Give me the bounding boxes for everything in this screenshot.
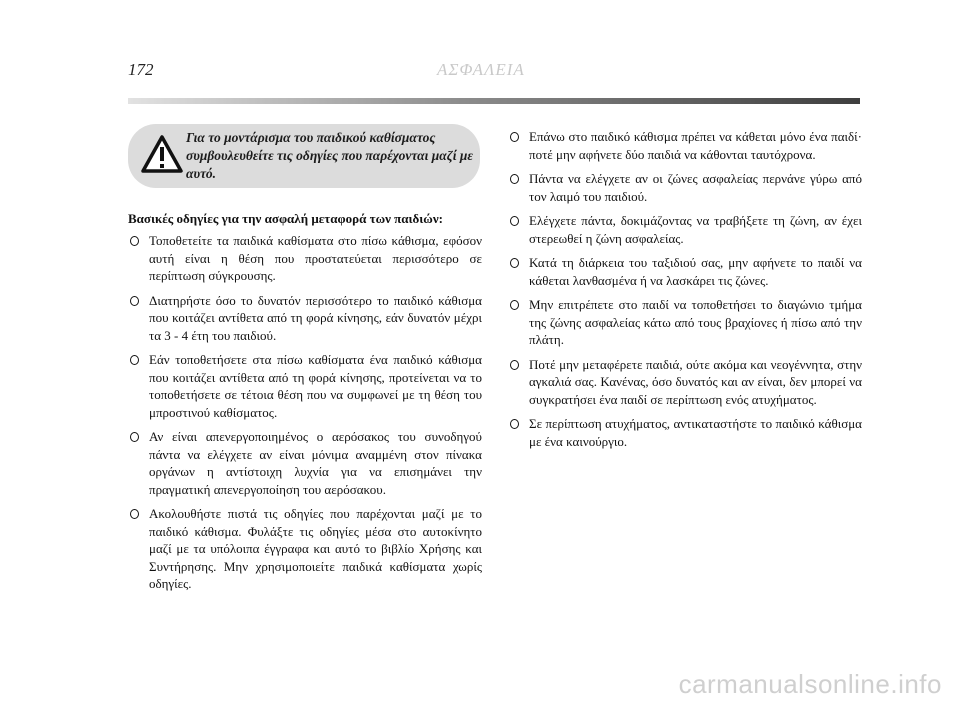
- bullet-icon: [130, 236, 139, 246]
- list-item: [128, 232, 482, 285]
- left-column: [128, 210, 482, 600]
- right-column: [508, 128, 862, 457]
- list-item-text: Πάντα να ελέγχετε αν οι ζώνες ασφαλείας περνάνε γύρω από τον λαιμό του παιδιού.: [529, 171, 862, 204]
- warning-box: [128, 124, 480, 188]
- bullet-icon: [130, 432, 139, 442]
- bullet-icon: [510, 174, 519, 184]
- list-item: [508, 170, 862, 205]
- list-item-text: Ποτέ μην μεταφέρετε παιδιά, ούτε ακόμα και νεογέννητα, στην αγκαλιά σας. Κανένας, όσο δυνατός και αν είναι, δεν μπορεί να συγκρατήσει ένα παιδί σε περίπτωση ενός ατυχήματος.: [529, 356, 862, 407]
- list-item: [508, 356, 862, 409]
- list-item-text: Ελέγχετε πάντα, δοκιμάζοντας να τραβήξετε τη ζώνη, αν έχει στερεωθεί η ζώνη ασφαλείας.: [529, 213, 862, 246]
- bullet-icon: [130, 509, 139, 519]
- intro-heading: Βασικές οδηγίες για την ασφαλή μεταφορά των παιδιών:: [128, 211, 443, 226]
- list-item: [508, 128, 862, 163]
- list-item: [128, 428, 482, 498]
- list-item-text: Κατά τη διάρκεια του ταξιδιού σας, μην αφήνετε το παιδί να κάθεται λανθασμένα ή να λασκάρει τις ζώνες.: [529, 255, 862, 288]
- bullet-icon: [510, 132, 519, 142]
- left-bullet-list: [128, 232, 482, 593]
- watermark: carmanualsonline.info: [678, 669, 942, 699]
- bullet-icon: [510, 216, 519, 226]
- bullet-icon: [510, 419, 519, 429]
- list-item: [128, 292, 482, 345]
- right-bullet-list: [508, 128, 862, 450]
- bullet-icon: [510, 360, 519, 370]
- list-item-text: Αν είναι απενεργοποιημένος ο αερόσακος του συνοδηγού πάντα να ελέγχετε αν είναι μόνιμα αναμμένη στον πίνακα οργάνων η αντίστοιχη λυχνία για να επισημάνει την πραγματική απενεργοποίηση του αερόσακου.: [149, 429, 482, 497]
- list-item: [508, 254, 862, 289]
- bullet-icon: [130, 355, 139, 365]
- header-rule: [128, 98, 860, 104]
- warning-text: Για το μοντάρισμα του παιδικού καθίσματος συμβουλευθείτε τις οδηγίες που παρέχονται μαζί με αυτό.: [186, 130, 473, 181]
- list-item-text: Σε περίπτωση ατυχήματος, αντικαταστήστε το παιδικό κάθισμα με ένα καινούργιο.: [529, 416, 862, 449]
- list-item: [128, 351, 482, 421]
- bullet-icon: [510, 258, 519, 268]
- warning-triangle-icon: [140, 134, 184, 174]
- bullet-icon: [130, 296, 139, 306]
- list-item-text: Επάνω στο παιδικό κάθισμα πρέπει να κάθεται μόνο ένα παιδί· ποτέ μην αφήνετε δύο παιδιά να κάθονται ταυτόχρονα.: [529, 129, 862, 162]
- section-title: ΑΣΦΑΛΕΙΑ: [437, 60, 525, 79]
- page-number: 172: [128, 60, 154, 79]
- list-item-text: Εάν τοποθετήσετε στα πίσω καθίσματα ένα παιδικό κάθισμα που κοιτάζει αντίθετα από τη φορά κίνησης, προτείνεται να το τοποθετήσετε σε τέτοια θέση που να συμφωνεί με τη θέση του μπροστινού καθίσματος.: [149, 352, 482, 420]
- list-item-text: Μην επιτρέπετε στο παιδί να τοποθετήσει το διαγώνιο τμήμα της ζώνης ασφαλείας κάτω από τους βραχίονες ή πίσω από την πλάτη.: [529, 297, 862, 347]
- list-item-text: Διατηρήστε όσο το δυνατόν περισσότερο το παιδικό κάθισμα που κοιτάζει αντίθετα από τη φορά κίνησης, εάν δυνατόν μέχρι τα 3 - 4 έτη του παιδιού.: [149, 292, 482, 343]
- list-item: [508, 212, 862, 247]
- list-item: [128, 505, 482, 593]
- list-item-text: Ακολουθήστε πιστά τις οδηγίες που παρέχονται μαζί με το παιδικό κάθισμα. Φυλάξτε τις οδηγίες μέσα στο αυτοκίνητο μαζί με τα υπόλοιπα έγγραφα και αυτό το βιβλίο Χρήσης και Συντήρησης. Μην χρησιμοποιείτε παιδικά καθίσματα χωρίς οδηγίες.: [149, 506, 482, 591]
- list-item: [508, 296, 862, 349]
- list-item: [508, 415, 862, 450]
- list-item-text: Τοποθετείτε τα παιδικά καθίσματα στο πίσω κάθισμα, εφόσον αυτή είναι η θέση που προστατεύεται περισσότερο σε περίπτωση σύγκρουσης.: [149, 233, 482, 283]
- bullet-icon: [510, 300, 519, 310]
